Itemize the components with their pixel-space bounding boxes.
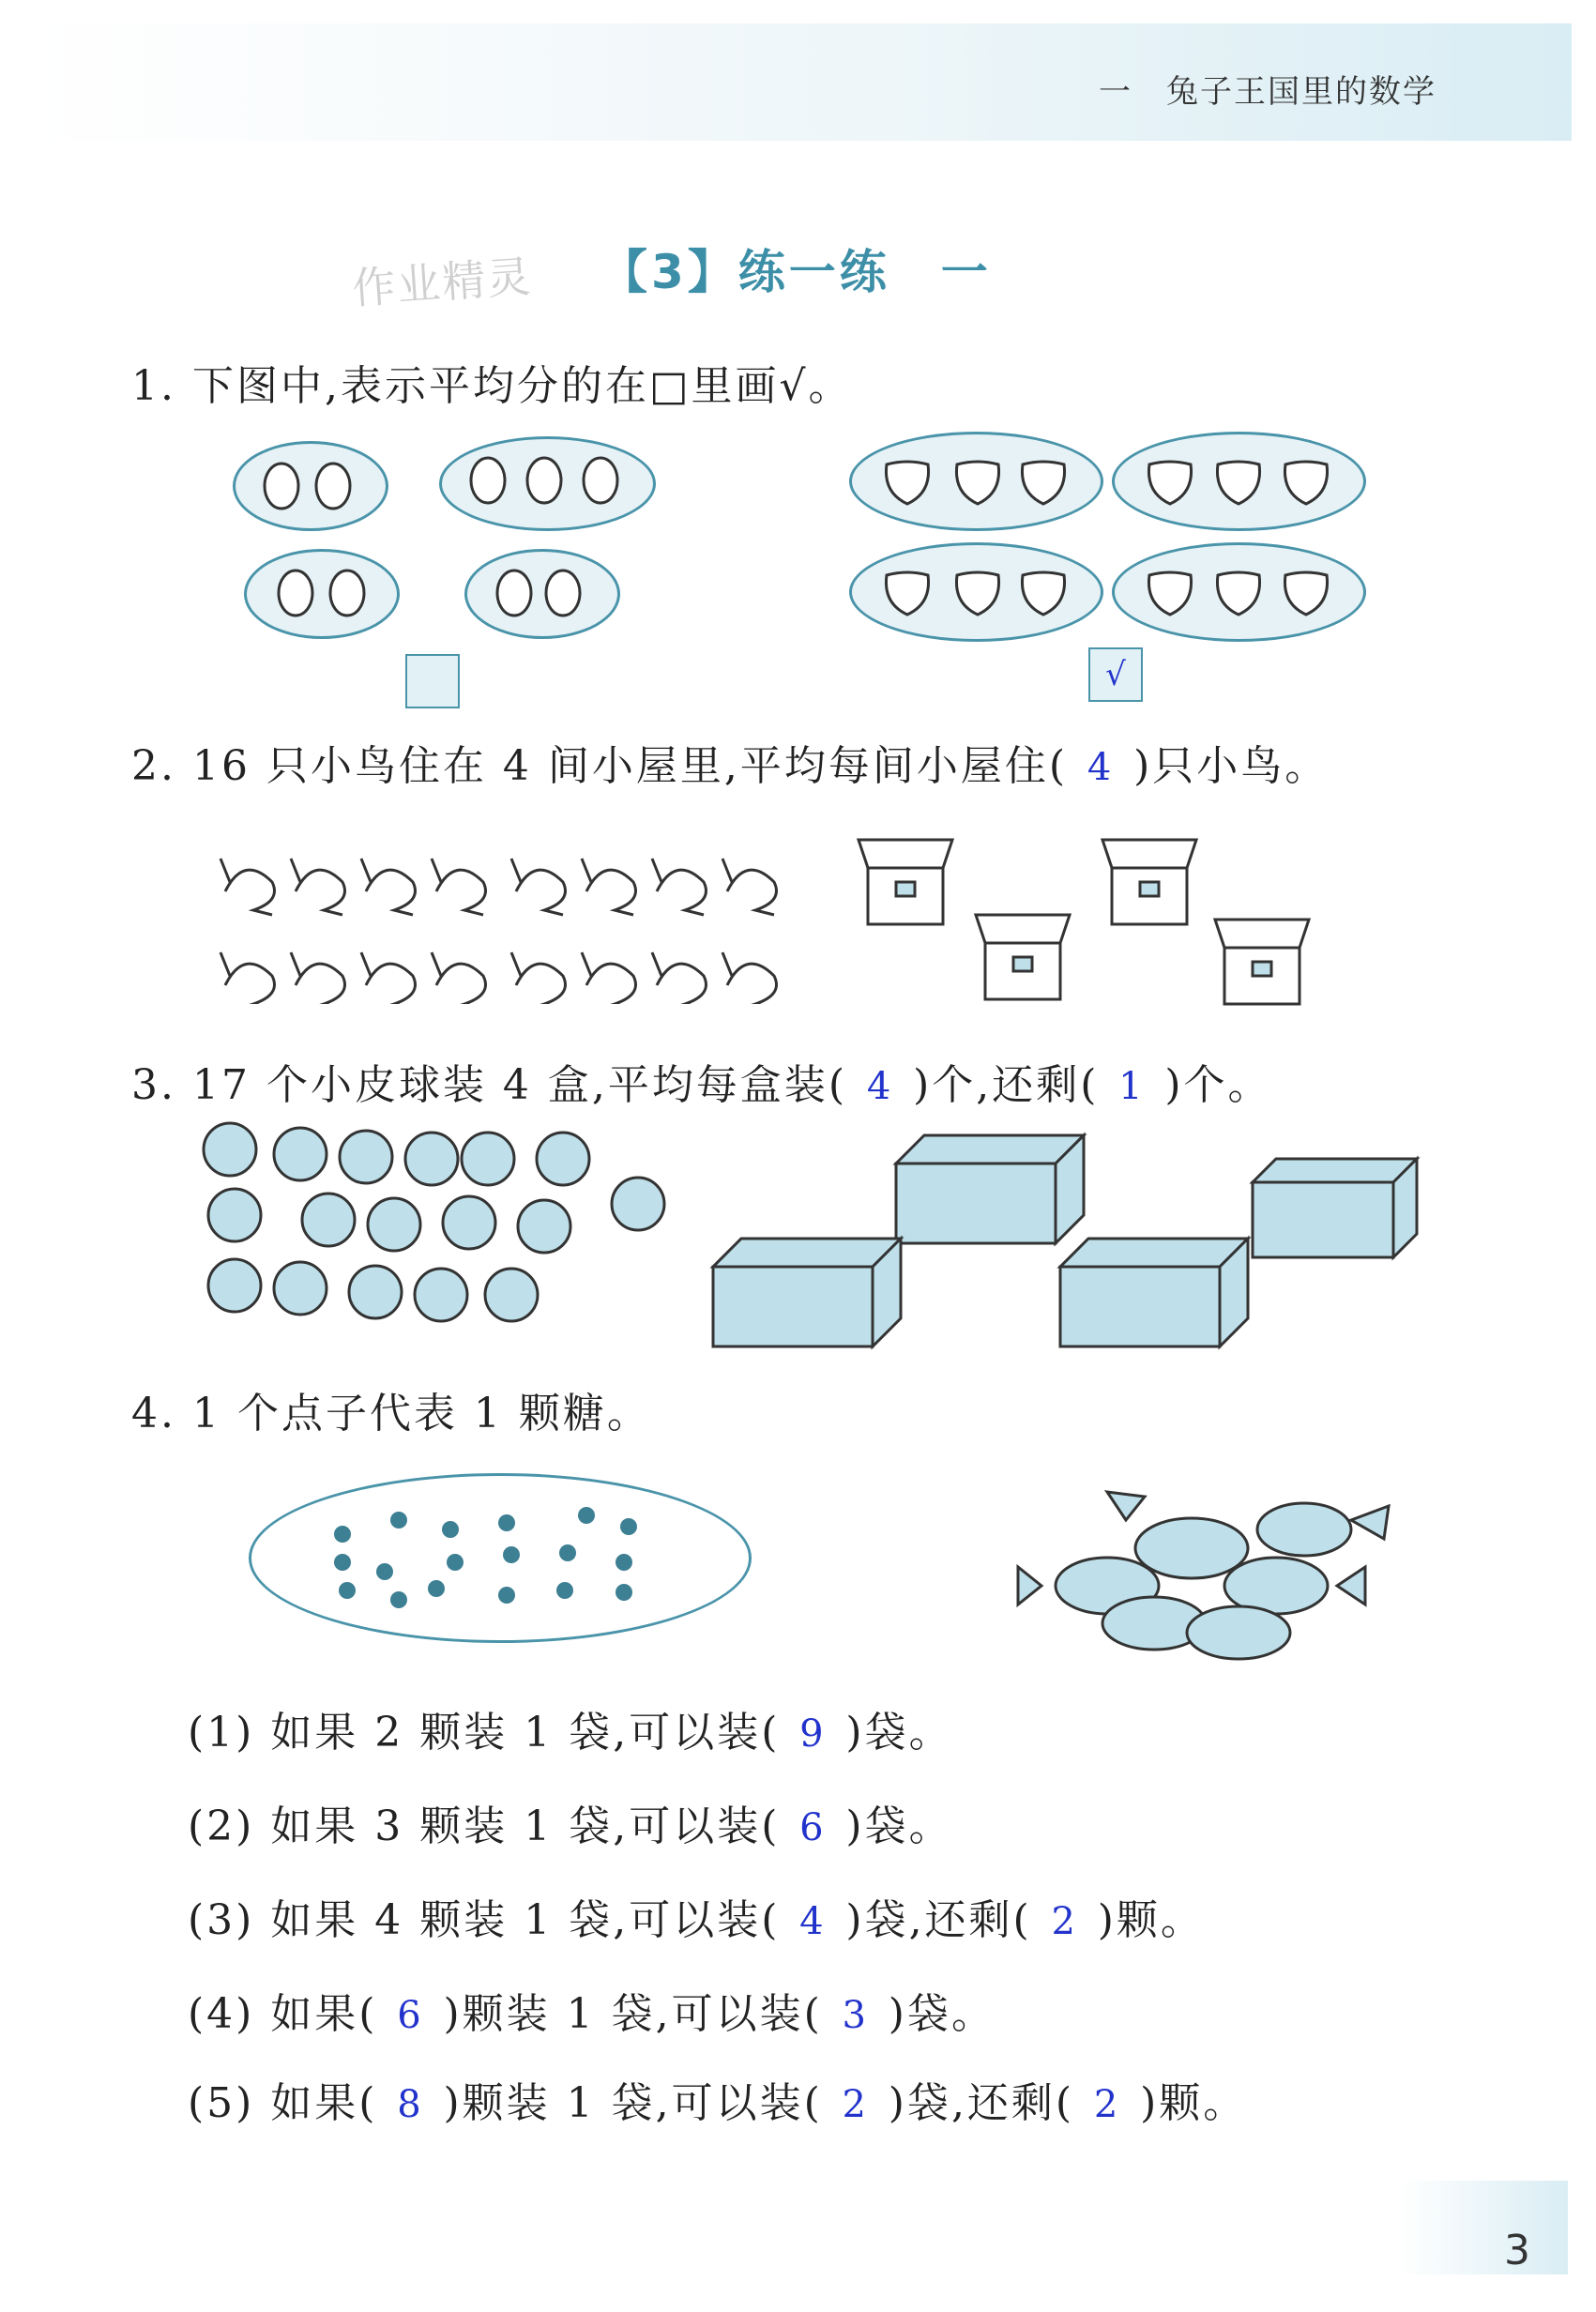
question-1: 1. 下图中,表示平均分的在□里画√。 <box>131 362 853 410</box>
question-2-text: 2. 16 只小鸟住在 4 间小屋里,平均每间小屋住( <box>131 742 1069 790</box>
question-2 <box>131 732 1329 792</box>
answer-field[interactable]: 8 <box>397 2083 424 2126</box>
answer-field[interactable]: 6 <box>799 1806 827 1849</box>
question-3 <box>131 1051 1272 1111</box>
answer-field[interactable]: 9 <box>799 1712 827 1756</box>
question-4-part-5 <box>188 2069 1247 2129</box>
boxes-icon <box>708 1126 1421 1361</box>
part-text: )袋,还剩( <box>888 2079 1075 2127</box>
part-text: )袋。 <box>845 1709 953 1757</box>
checkbox-pears[interactable] <box>405 654 460 708</box>
answer-field[interactable]: 3 <box>842 1994 869 2037</box>
part-text: (4) 如果( <box>188 1990 378 2038</box>
part-text: (3) 如果 4 颗装 1 袋,可以装( <box>188 1896 781 1944</box>
question-3-text-mid: )个,还剩( <box>913 1061 1100 1109</box>
part-text: )袋。 <box>845 1802 953 1850</box>
part-text: )颗装 1 袋,可以装( <box>443 2079 823 2127</box>
question-3-text-end: )个。 <box>1164 1061 1272 1109</box>
candy-pile-icon <box>1004 1464 1417 1680</box>
answer-field[interactable]: 4 <box>799 1900 827 1943</box>
part-text: (1) 如果 2 颗装 1 袋,可以装( <box>188 1709 781 1757</box>
chapter-title: 一 兔子王国里的数学 <box>1099 73 1436 111</box>
question-4-part-4 <box>188 1980 996 2040</box>
question-3-text: 3. 17 个小皮球装 4 盒,平均每盒装( <box>131 1061 848 1109</box>
part-text: (2) 如果 3 颗装 1 袋,可以装( <box>188 1802 781 1850</box>
part-text: )颗。 <box>1097 1896 1205 1944</box>
answer-field[interactable]: 2 <box>842 2083 869 2126</box>
part-text: )袋,还剩( <box>845 1896 1032 1944</box>
candy-dots <box>319 1497 666 1619</box>
question-4-part-2 <box>188 1792 953 1852</box>
part-text: )颗装 1 袋,可以装( <box>443 1990 823 2038</box>
answer-field[interactable]: 4 <box>866 1065 894 1108</box>
section-title: 【3】练一练 一 <box>600 245 992 299</box>
houses-icon <box>854 826 1332 1023</box>
balls-icon <box>197 1121 685 1337</box>
question-4-part-1 <box>188 1698 953 1758</box>
birds-icon <box>216 826 807 1004</box>
part-text: (5) 如果( <box>188 2079 378 2127</box>
watermark: 作业精灵 <box>350 251 534 314</box>
question-2-text-end: )只小鸟。 <box>1133 742 1330 790</box>
page-tab <box>1399 2181 1568 2274</box>
page-number: 3 <box>1504 2227 1530 2274</box>
answer-field[interactable]: 4 <box>1087 746 1115 789</box>
answer-field[interactable]: 6 <box>397 1994 424 2037</box>
part-text: )颗。 <box>1140 2079 1248 2127</box>
answer-field[interactable]: 1 <box>1118 1065 1146 1108</box>
checkbox-strawberries[interactable]: √ <box>1088 647 1143 702</box>
part-text: )袋。 <box>888 1990 996 2038</box>
answer-field[interactable]: 2 <box>1093 2083 1121 2126</box>
strawberries-icon <box>0 0 1596 676</box>
answer-field[interactable]: 2 <box>1051 1900 1078 1943</box>
question-4-part-3 <box>188 1886 1205 1946</box>
question-4: 4. 1 个点子代表 1 颗糖。 <box>131 1390 651 1437</box>
